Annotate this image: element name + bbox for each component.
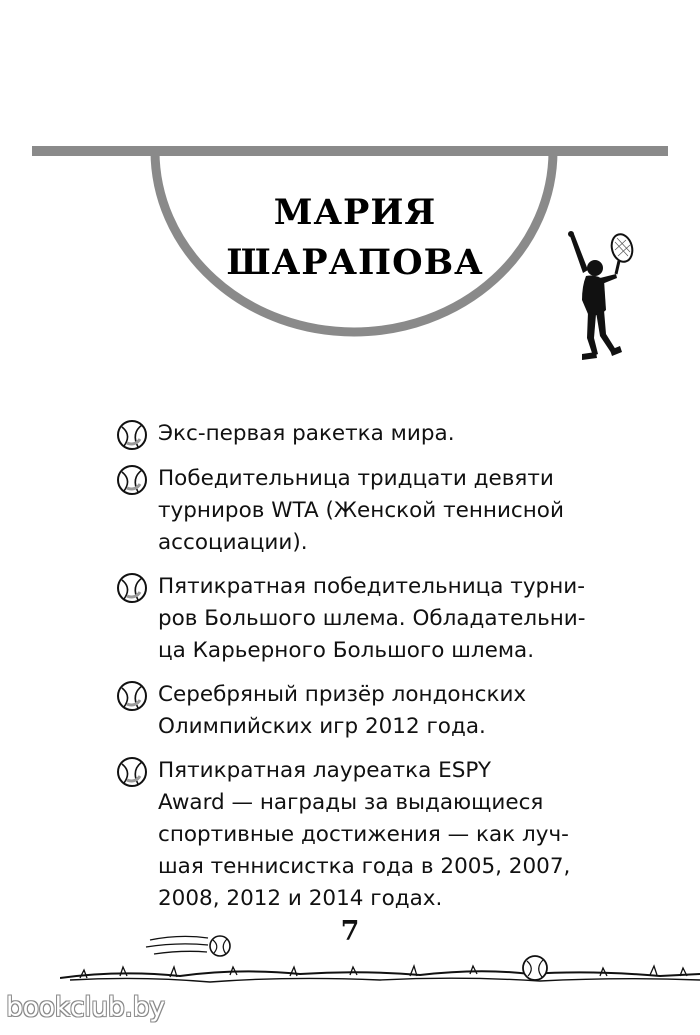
tennis-ball-icon <box>116 419 148 451</box>
facts-list <box>116 418 596 927</box>
tennis-ball-icon <box>116 572 148 604</box>
list-item <box>116 571 596 667</box>
title-line-2: ШАРАПОВА <box>226 242 484 283</box>
fact-text: Пятикратная лауреатка ESPY Award — награды за выдающиеся спортивные достижения — как луч- шая теннисистка года в 2005, 2007, 2008, 2012 и 2014 годах. <box>158 758 571 911</box>
title-line-1: МАРИЯ <box>273 192 437 233</box>
watermark: bookclub.by <box>6 992 165 1023</box>
fact-text: Экс-первая ракетка мира. <box>158 421 455 446</box>
fact-text: Серебряный призёр лондонских Олимпийских игр 2012 года. <box>158 682 527 739</box>
tennis-ball-icon <box>116 464 148 496</box>
tennis-ball-icon <box>210 936 230 956</box>
fact-text: Пятикратная победительница турни- ров Большого шлема. Обладательни- ца Карьерного Большого шлема. <box>158 574 586 663</box>
tennis-ball-icon <box>116 680 148 712</box>
tennis-ball-icon <box>116 756 148 788</box>
list-item <box>116 679 596 743</box>
list-item <box>116 418 596 451</box>
grass-decoration <box>60 930 700 1000</box>
list-item <box>116 463 596 559</box>
tennis-player-icon <box>560 226 640 376</box>
page-title <box>205 188 505 288</box>
page-number: 7 <box>340 916 360 947</box>
list-item <box>116 755 596 915</box>
tennis-ball-icon <box>523 956 547 980</box>
fact-text: Победительница тридцати девяти турниров WTA (Женской теннисной ассоциации). <box>158 466 564 555</box>
